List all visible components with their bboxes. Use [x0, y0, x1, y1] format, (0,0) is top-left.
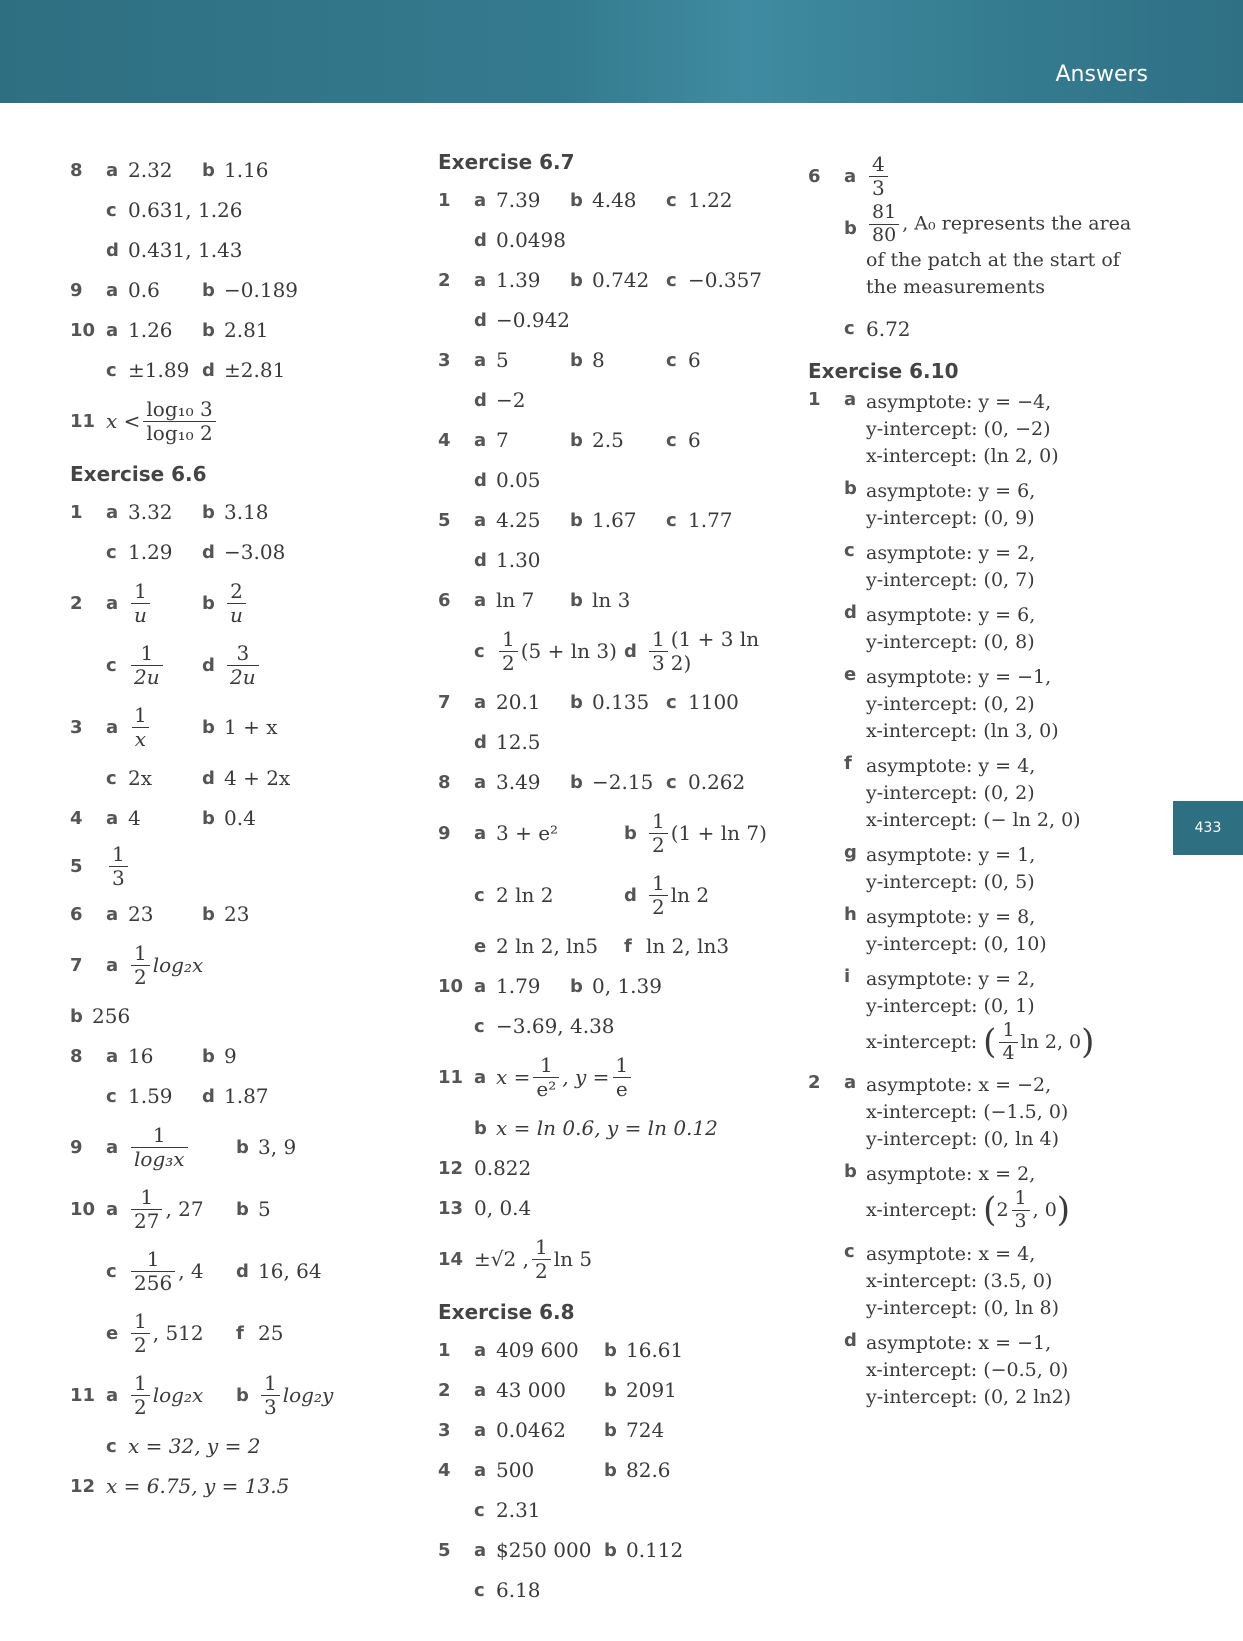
- answer-value: , 27: [165, 1197, 204, 1221]
- answer-row: 9 a 3 + e² b $\frac{1}{2}$ (1 + ln 7): [438, 808, 767, 857]
- answer-row: 9 a 0.6 b −0.189: [70, 278, 299, 302]
- answer-row: 6 a ln 7 b ln 3: [438, 588, 631, 612]
- question-number: 1: [70, 501, 83, 523]
- answer-line: asymptote: y = −4,: [866, 390, 1052, 413]
- question-number: 11: [70, 410, 96, 432]
- fraction: $\frac{1}{2}$: [499, 628, 518, 675]
- answer-row: d 0.431, 1.43: [106, 238, 243, 262]
- answer-value: 4: [128, 806, 141, 830]
- answer-value: 0.05: [496, 468, 541, 492]
- question-number: 3: [70, 716, 83, 738]
- answer-value: ln 7: [496, 588, 535, 612]
- question-number: 5: [70, 855, 83, 877]
- answer-value: 6: [688, 428, 701, 452]
- answer-row: 2 a 43 000 b 2091: [438, 1378, 677, 1402]
- answer-value: 1.30: [496, 548, 541, 572]
- question-number: 4: [70, 807, 83, 829]
- answer-value: 25: [258, 1321, 284, 1345]
- answer-value: 3.18: [224, 500, 269, 524]
- question-number: 13: [438, 1197, 464, 1219]
- question-number: 2: [808, 1072, 821, 1094]
- fraction: $\frac{1}{3}$: [261, 1372, 280, 1419]
- question-number: 7: [438, 691, 451, 713]
- fraction: $\frac{3}{2u}$: [227, 642, 259, 689]
- answer-value: 1.26: [128, 318, 173, 342]
- answer-line: y-intercept: (0, 1): [866, 994, 1035, 1017]
- question-number: 2: [438, 1379, 451, 1401]
- answer-block: d asymptote: x = −1, x-intercept: (−0.5, 0) y-intercept: (0, 2 ln2): [808, 1330, 1148, 1411]
- answer-line: asymptote: y = 2,: [866, 541, 1036, 564]
- answer-line: y-intercept: (0, ln 4): [866, 1128, 1059, 1151]
- answer-row: 9 a $\frac{1}{\text{log₃x}}$ b 3, 9: [70, 1122, 297, 1171]
- answer-value: 12.5: [496, 730, 541, 754]
- answer-value: 5: [496, 348, 509, 372]
- answer-line: x-intercept: ( $\frac{1}{4}$ ln 2, 0 ): [866, 1018, 1095, 1064]
- answer-row: 8 a 2.32 b 1.16: [70, 158, 269, 182]
- question-number: 10: [70, 319, 96, 341]
- answer-value: 16.61: [626, 1338, 684, 1362]
- answer-value: 0.4: [224, 806, 256, 830]
- exercise-heading: Exercise 6.8: [438, 1300, 575, 1324]
- answer-value: 0.431, 1.43: [128, 238, 243, 262]
- answer-row: 1 a 3.32 b 3.18: [70, 500, 269, 524]
- answer-line: y-intercept: (0, 9): [866, 506, 1035, 529]
- answer-line: asymptote: x = −1,: [866, 1332, 1052, 1355]
- fraction: $\frac{2}{u}$: [227, 580, 246, 627]
- answer-value: 0.0498: [496, 228, 566, 252]
- fraction: $\frac{1}{256}$: [131, 1248, 175, 1295]
- answer-value: 2.31: [496, 1498, 541, 1522]
- answer-value: x = ln 0.6, y = ln 0.12: [496, 1116, 718, 1140]
- answer-row: c −3.69, 4.38: [474, 1014, 615, 1038]
- answer-value: 500: [496, 1458, 535, 1482]
- answer-value: 2 ln 2, ln5: [496, 934, 599, 958]
- answer-value: 6: [688, 348, 701, 372]
- fraction: $\frac{1}{2}$: [532, 1236, 551, 1283]
- exercise-heading: Exercise 6.6: [70, 462, 207, 486]
- answer-line: asymptote: y = 6,: [866, 479, 1036, 502]
- question-number: 5: [438, 1539, 451, 1561]
- answer-value: 1.39: [496, 268, 541, 292]
- answer-block: 2 a asymptote: x = −2, x-intercept: (−1.5, 0) y-intercept: (0, ln 4): [808, 1072, 1148, 1153]
- fraction: $\frac{1}{x}$: [131, 704, 150, 751]
- question-number: 7: [70, 954, 83, 976]
- header-banner: [0, 0, 1243, 103]
- answer-value: 0.822: [474, 1156, 532, 1180]
- answer-row: c 2x d 4 + 2x: [106, 766, 291, 790]
- question-number: 8: [70, 159, 83, 181]
- answer-row: 5 a $250 000 b 0.112: [438, 1538, 684, 1562]
- page-number-tab: 433: [1173, 801, 1243, 855]
- question-number: 10: [438, 975, 464, 997]
- answer-row: c 2 ln 2 d $\frac{1}{2}$ ln 2: [474, 870, 710, 919]
- answer-row: 4 a 4 b 0.4: [70, 806, 256, 830]
- answer-value: 0.112: [626, 1538, 684, 1562]
- question-number: 6: [438, 589, 451, 611]
- answer-line: x-intercept: ( 2 $\frac{1}{3}$ , 0 ): [866, 1187, 1071, 1233]
- answer-line: asymptote: y = 8,: [866, 905, 1036, 928]
- answer-row: [70, 1466, 400, 1506]
- answer-line: y-intercept: (0, 8): [866, 630, 1035, 653]
- answer-line: asymptote: y = 6,: [866, 603, 1036, 626]
- answer-row: 3 a $\frac{1}{x}$ b 1 + x: [70, 702, 278, 751]
- answer-value: 1.77: [688, 508, 733, 532]
- answer-value: 4.48: [592, 188, 637, 212]
- answer-value: 1.16: [224, 158, 269, 182]
- answer-line: y-intercept: (0, 2 ln2): [866, 1386, 1072, 1409]
- answer-row: b 256: [70, 1004, 131, 1028]
- answer-row: 1 a 7.39 b 4.48 c 1.22: [438, 188, 733, 212]
- fraction: $\frac{1}{u}$: [131, 580, 150, 627]
- answer-value: 7: [496, 428, 509, 452]
- answer-row: c $\frac{1}{2}$ (5 + ln 3) d $\frac{1}{3}$ (1 + 3 ln 2): [438, 620, 783, 682]
- answer-value: ln 3: [592, 588, 631, 612]
- answer-row: 10 a 1.79 b 0, 1.39: [438, 974, 662, 998]
- question-number: 2: [70, 592, 83, 614]
- question-number: 5: [438, 509, 451, 531]
- question-number: 11: [438, 1066, 464, 1088]
- question-number: 1: [438, 189, 451, 211]
- answer-value: 1.67: [592, 508, 637, 532]
- answer-value: 0.262: [688, 770, 746, 794]
- answer-row: 10 a 1.26 b 2.81: [70, 318, 269, 342]
- answer-value: 0, 1.39: [592, 974, 662, 998]
- answer-value: ±√2 ,: [474, 1247, 529, 1271]
- answer-line: asymptote: x = −2,: [866, 1074, 1052, 1097]
- answer-value: 2.81: [224, 318, 269, 342]
- answer-row: d 12.5: [474, 730, 541, 754]
- answer-value: 2 ln 2: [496, 883, 554, 907]
- answer-line: asymptote: y = −1,: [866, 665, 1052, 688]
- answer-row: [438, 1188, 783, 1228]
- answer-value: log₂y: [282, 1383, 334, 1407]
- question-number: 8: [70, 1045, 83, 1067]
- answer-value: 1.79: [496, 974, 541, 998]
- answer-value: (5 + ln 3): [520, 639, 617, 663]
- answer-line: asymptote: y = 2,: [866, 967, 1036, 990]
- answer-value: 3.32: [128, 500, 173, 524]
- answer-row: 6 a $\frac{4}{3}$: [808, 150, 1148, 202]
- answer-value: ±1.89: [128, 358, 190, 382]
- answer-row: [70, 838, 400, 894]
- answer-value: 256: [92, 1004, 131, 1028]
- question-number: 1: [438, 1339, 451, 1361]
- answer-value: , y =: [562, 1065, 610, 1089]
- answer-value: 0.631, 1.26: [128, 198, 243, 222]
- answer-line: asymptote: x = 2,: [866, 1163, 1036, 1186]
- fraction: $\frac{1}{3}$: [649, 628, 668, 675]
- answer-value: log₂x: [152, 1383, 204, 1407]
- column-2: [438, 150, 783, 1610]
- question-number: 4: [438, 429, 451, 451]
- answer-line: x-intercept: (ln 3, 0): [866, 719, 1059, 742]
- answer-value: $250 000: [496, 1538, 592, 1562]
- answer-row: d 1.30: [474, 548, 541, 572]
- question-number: 12: [70, 1475, 96, 1497]
- answer-value: 2.5: [592, 428, 624, 452]
- answer-row: c 0.631, 1.26: [106, 198, 243, 222]
- fraction: $\frac{4}{3}$: [869, 153, 888, 200]
- answer-row: 2 a $\frac{1}{u}$ b $\frac{2}{u}$: [70, 572, 400, 634]
- fraction: $\frac{1}{2}$: [131, 1372, 150, 1419]
- answer-block: b asymptote: x = 2, x-intercept: ( 2 $\frac{1}{3}$ , 0 ): [808, 1161, 1148, 1233]
- fraction: $\frac{1}{\text{log₃x}}$: [131, 1124, 188, 1171]
- fraction: $\frac{1}{2u}$: [131, 642, 163, 689]
- answer-line: x-intercept: (ln 2, 0): [866, 444, 1059, 467]
- answer-value: −3.69, 4.38: [496, 1014, 615, 1038]
- answer-block: h asymptote: y = 8, y-intercept: (0, 10): [808, 904, 1148, 958]
- answer-value: , A₀ represents the area of the patch at the start of the measurements: [866, 212, 1132, 298]
- answer-value: 9: [224, 1044, 237, 1068]
- answer-value: x =: [496, 1065, 531, 1089]
- answer-value: ln 5: [553, 1247, 593, 1271]
- answer-block: f asymptote: y = 4, y-intercept: (0, 2) x-intercept: (− ln 2, 0): [808, 753, 1148, 834]
- fraction: $\frac{1}{3}$: [1012, 1188, 1030, 1233]
- answer-value: 23: [128, 902, 154, 926]
- answer-row: c 2.31: [474, 1498, 541, 1522]
- answer-line: x-intercept: (3.5, 0): [866, 1270, 1053, 1293]
- question-number: 11: [70, 1384, 96, 1406]
- answer-row: 3 a 5 b 8 c 6: [438, 348, 701, 372]
- answer-value: ln 2, ln3: [646, 934, 730, 958]
- answer-row: 2 a 1.39 b 0.742 c −0.357: [438, 268, 763, 292]
- answer-value: 6.72: [866, 316, 911, 341]
- answer-value: 20.1: [496, 690, 541, 714]
- answer-row: 11 a $\frac{1}{2}$ log₂x b $\frac{1}{3}$ log₂y: [70, 1370, 334, 1419]
- answer-value: −2: [496, 388, 526, 412]
- answer-value: x <: [106, 409, 141, 433]
- answer-block: i asymptote: y = 2, y-intercept: (0, 1) x-intercept: ( $\frac{1}{4}$ ln 2, 0 ): [808, 966, 1148, 1065]
- answer-row: 1 a 409 600 b 16.61: [438, 1338, 684, 1362]
- question-number: 3: [438, 1419, 451, 1441]
- answer-value: 2.32: [128, 158, 173, 182]
- answer-value: 1.29: [128, 540, 173, 564]
- question-number: 6: [808, 165, 821, 187]
- answer-value: 0.6: [128, 278, 160, 302]
- answer-row: 6 a 23 b 23: [70, 902, 250, 926]
- fraction: $\frac{81}{80}$: [869, 202, 899, 247]
- answer-row: [438, 1228, 783, 1290]
- answer-line: y-intercept: (0, ln 8): [866, 1297, 1059, 1320]
- column-3: [808, 150, 1148, 1419]
- answer-row: c ±1.89 d ±2.81: [106, 358, 286, 382]
- answer-value: , 512: [152, 1321, 204, 1345]
- question-number: 12: [438, 1157, 464, 1179]
- answer-block: b asymptote: y = 6, y-intercept: (0, 9): [808, 478, 1148, 532]
- answer-value: 16: [128, 1044, 154, 1068]
- answer-value: 3, 9: [258, 1135, 297, 1159]
- answer-row: 3 a 0.0462 b 724: [438, 1418, 665, 1442]
- answer-value: −0.189: [224, 278, 299, 302]
- answer-row: d 0.05: [474, 468, 541, 492]
- answer-value: 724: [626, 1418, 665, 1442]
- answer-row: [70, 390, 400, 452]
- fraction: $\frac{1}{4}$: [999, 1020, 1017, 1065]
- answer-value: 82.6: [626, 1458, 671, 1482]
- answer-line: y-intercept: (0, 2): [866, 781, 1035, 804]
- fraction: $\frac{1}{2}$: [131, 942, 150, 989]
- question-number: 2: [438, 269, 451, 291]
- fraction: $\frac{\text{log₁₀ 3}}{\text{log₁₀ 2}}$: [143, 398, 215, 445]
- question-number: 1: [808, 388, 821, 410]
- answer-line: x-intercept: (−0.5, 0): [866, 1359, 1069, 1382]
- answer-value: 23: [224, 902, 250, 926]
- answer-value: ±2.81: [224, 358, 286, 382]
- answer-block: c asymptote: x = 4, x-intercept: (3.5, 0) y-intercept: (0, ln 8): [808, 1241, 1148, 1322]
- answer-row: 4 a 7 b 2.5 c 6: [438, 428, 701, 452]
- answer-block: 1 a asymptote: y = −4, y-intercept: (0, −2) x-intercept: (ln 2, 0): [808, 389, 1148, 470]
- question-number: 9: [438, 822, 451, 844]
- fraction: $\frac{1}{3}$: [109, 843, 128, 890]
- answer-value: 5: [258, 1197, 271, 1221]
- answer-value: 2x: [128, 766, 153, 790]
- answer-value: 7.39: [496, 188, 541, 212]
- answer-row: e $\frac{1}{2}$ , 512 f 25: [106, 1308, 284, 1357]
- question-number: 10: [70, 1198, 96, 1220]
- answer-row: b x = ln 0.6, y = ln 0.12: [474, 1116, 718, 1140]
- answer-value: x = 32, y = 2: [128, 1434, 261, 1458]
- answer-value: 1.87: [224, 1084, 269, 1108]
- answer-row: c 1.59 d 1.87: [106, 1084, 269, 1108]
- fraction: $\frac{1}{\text{e²}}$: [533, 1054, 559, 1101]
- question-number: 8: [438, 771, 451, 793]
- answer-line: y-intercept: (0, 10): [866, 932, 1047, 955]
- answer-value: 0.742: [592, 268, 650, 292]
- answer-value: , 4: [178, 1259, 204, 1283]
- answer-row: 11 a x = $\frac{1}{\text{e²}}$ , y = $\frac{1}{e}$: [438, 1046, 783, 1108]
- answer-row: 7 a 20.1 b 0.135 c 1100: [438, 690, 739, 714]
- answer-row: d −0.942: [474, 308, 571, 332]
- answer-block: e asymptote: y = −1, y-intercept: (0, 2) x-intercept: (ln 3, 0): [808, 664, 1148, 745]
- fraction: $\frac{1}{27}$: [131, 1186, 162, 1233]
- fraction: $\frac{1}{2}$: [649, 810, 668, 857]
- answer-line: asymptote: y = 1,: [866, 843, 1036, 866]
- answer-row: d 0.0498: [474, 228, 566, 252]
- answer-value: 1.59: [128, 1084, 173, 1108]
- answer-line: y-intercept: (0, 2): [866, 692, 1035, 715]
- answer-block: d asymptote: y = 6, y-intercept: (0, 8): [808, 602, 1148, 656]
- answer-value: 3 + e²: [496, 821, 559, 845]
- answer-value: 0.0462: [496, 1418, 566, 1442]
- answer-value: 8: [592, 348, 605, 372]
- question-number: 14: [438, 1248, 464, 1270]
- answer-row: 10 a $\frac{1}{27}$ , 27 b 5: [70, 1184, 271, 1233]
- answer-row: c $\frac{1}{256}$ , 4 d 16, 64: [106, 1246, 322, 1295]
- question-number: 3: [438, 349, 451, 371]
- answer-value: 4.25: [496, 508, 541, 532]
- answer-row: b $\frac{81}{80}$ , A₀ represents the area of the patch at the start of the measurements: [844, 201, 1132, 298]
- exercise-heading: Exercise 6.7: [438, 150, 575, 174]
- fraction: $\frac{1}{2}$: [131, 1310, 150, 1357]
- answer-value: ln 2: [670, 883, 710, 907]
- answer-value: 0, 0.4: [474, 1196, 532, 1220]
- question-number: 9: [70, 1136, 83, 1158]
- answer-value: x = 6.75, y = 13.5: [106, 1474, 290, 1498]
- answer-block: c asymptote: y = 2, y-intercept: (0, 7): [808, 540, 1148, 594]
- answer-row: 5 a 4.25 b 1.67 c 1.77: [438, 508, 733, 532]
- answer-value: −0.942: [496, 308, 571, 332]
- answer-row: d −2: [474, 388, 526, 412]
- answer-row: 8 a 3.49 b −2.15 c 0.262: [438, 770, 746, 794]
- answer-value: 3.49: [496, 770, 541, 794]
- exercise-heading: Exercise 6.10: [808, 358, 959, 383]
- answer-row: c 1.29 d −3.08: [106, 540, 286, 564]
- answer-line: y-intercept: (0, 7): [866, 568, 1035, 591]
- answer-value: 43 000: [496, 1378, 566, 1402]
- answer-value: 1.22: [688, 188, 733, 212]
- answer-value: 0.135: [592, 690, 650, 714]
- question-number: 9: [70, 279, 83, 301]
- header-title: Answers: [1055, 62, 1148, 87]
- answer-line: x-intercept: (−1.5, 0): [866, 1101, 1069, 1124]
- answer-row: c 6.18: [474, 1578, 541, 1602]
- answer-line: x-intercept: (− ln 2, 0): [866, 808, 1081, 831]
- answer-block: g asymptote: y = 1, y-intercept: (0, 5): [808, 842, 1148, 896]
- answer-row: c 6.72: [844, 316, 911, 341]
- fraction: $\frac{1}{e}$: [612, 1054, 631, 1101]
- answer-line: asymptote: x = 4,: [866, 1243, 1036, 1266]
- question-number: 6: [70, 903, 83, 925]
- answer-line: y-intercept: (0, −2): [866, 417, 1051, 440]
- answer-value: −3.08: [224, 540, 286, 564]
- answer-row: e 2 ln 2, ln5 f ln 2, ln3: [474, 934, 730, 958]
- answer-value: (1 + ln 7): [670, 821, 767, 845]
- answer-value: 1 + x: [224, 715, 278, 739]
- answer-line: asymptote: y = 4,: [866, 754, 1036, 777]
- answer-row: c $\frac{1}{2u}$ d $\frac{3}{2u}$: [70, 634, 400, 696]
- answer-value: log₂x: [152, 953, 204, 977]
- fraction: $\frac{1}{2}$: [649, 872, 668, 919]
- answer-row: [438, 1148, 783, 1188]
- answer-value: 2091: [626, 1378, 677, 1402]
- answer-value: 409 600: [496, 1338, 579, 1362]
- answer-value: 6.18: [496, 1578, 541, 1602]
- answer-line: y-intercept: (0, 5): [866, 870, 1035, 893]
- answer-value: 4 + 2x: [224, 766, 291, 790]
- answer-value: −2.15: [592, 770, 654, 794]
- column-1: [70, 150, 400, 1506]
- question-number: 4: [438, 1459, 451, 1481]
- answer-value: −0.357: [688, 268, 763, 292]
- answer-value: (1 + 3 ln 2): [670, 627, 760, 675]
- answer-row: 7 a $\frac{1}{2}$ log₂x: [70, 940, 204, 989]
- answer-row: 4 a 500 b 82.6: [438, 1458, 671, 1482]
- answer-value: 16, 64: [258, 1259, 322, 1283]
- answer-value: 1100: [688, 690, 739, 714]
- answer-row: c x = 32, y = 2: [106, 1434, 261, 1458]
- answer-row: 8 a 16 b 9: [70, 1044, 237, 1068]
